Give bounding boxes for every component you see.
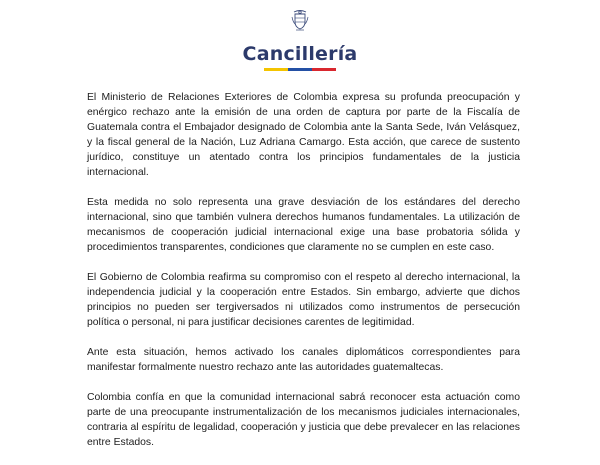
paragraph: El Ministerio de Relaciones Exteriores de Colombia expresa su profunda preocupación y enérgico rechazo ante la emisión de una orden de captura por parte de la Fiscalía de Guatemala contra el Embajador designado de Colombia ante la Santa Sede, Iván Velásquez, y la fiscal general de la Nación, Luz Adriana Camargo. Esta acción, que carece de sustento jurídico, constituye un atentado contra los principios fundamentales de la justicia internacional. <box>87 92 520 178</box>
flag-bar-yellow <box>264 68 288 71</box>
statement-body <box>87 90 520 465</box>
paragraph: Ante esta situación, hemos activado los canales diplomáticos correspondientes para manifestar formalmente nuestro rechazo ante las autoridades guatemaltecas. <box>87 347 520 373</box>
letterhead <box>0 0 600 80</box>
brand-name: Cancillería <box>242 43 358 65</box>
flag-color-bar <box>264 68 336 71</box>
paragraph: Esta medida no solo representa una grave desviación de los estándares del derecho internacional, sino que también vulnera derechos humanos fundamentales. La utilización de mecanismos de cooperación judicial internacional exige una base probatoria sólida y procedimientos transparentes, condiciones que claramente no se cumplen en este caso. <box>87 197 520 253</box>
flag-bar-blue <box>288 68 312 71</box>
coat-of-arms-icon <box>291 9 309 31</box>
flag-bar-red <box>312 68 336 71</box>
paragraph: El Gobierno de Colombia reafirma su compromiso con el respeto al derecho internacional, la independencia judicial y la cooperación entre Estados. Sin embargo, advierte que dichos principios no pueden ser tergiversados ni utilizados como instrumentos de persecución política o personal, ni para justificar decisiones carentes de legitimidad. <box>87 272 520 328</box>
paragraph: Colombia confía en que la comunidad internacional sabrá reconocer esta actuación como parte de una preocupante instrumentalización de los mecanismos judiciales internacionales, contraria al espíritu de legalidad, cooperación y justicia que debe prevalecer en las relaciones entre Estados. <box>87 392 520 448</box>
